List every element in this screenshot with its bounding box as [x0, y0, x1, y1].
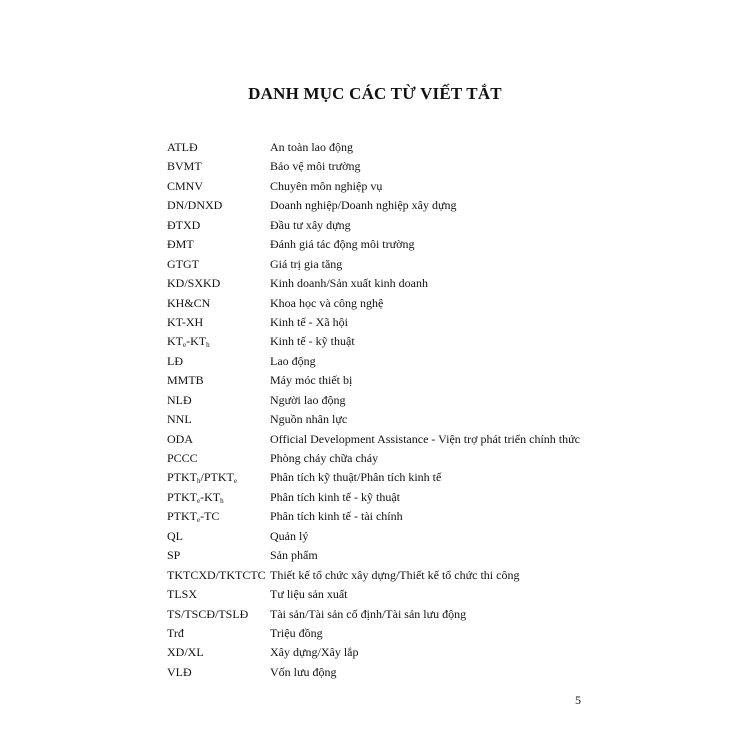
- abbreviation-term: [167, 488, 224, 507]
- abbreviation-term: Trđ: [167, 625, 184, 640]
- abbreviation-definition: Kinh tế - Xã hội: [270, 314, 348, 329]
- abbreviation-definition: Vốn lưu động: [270, 664, 337, 679]
- abbreviation-term: XD/XL: [167, 645, 204, 660]
- abbreviation-term: DN/DNXD: [167, 198, 223, 213]
- term-segment: KT: [167, 334, 183, 349]
- list-item: [167, 157, 627, 176]
- list-item: [167, 391, 627, 410]
- list-item: [167, 332, 627, 351]
- term-segment: PTKT: [167, 509, 197, 524]
- abbreviation-definition: Đánh giá tác động môi trường: [270, 237, 415, 252]
- abbreviation-term: KH&CN: [167, 295, 211, 310]
- abbreviation-definition: Chuyên môn nghiệp vụ: [270, 178, 383, 193]
- abbreviation-term: ĐTXD: [167, 217, 201, 232]
- list-item: [167, 352, 627, 371]
- abbreviation-term: TS/TSCĐ/TSLĐ: [167, 606, 249, 621]
- list-item: [167, 468, 627, 487]
- list-item: [167, 585, 627, 604]
- list-item: [167, 216, 627, 235]
- list-item: [167, 255, 627, 274]
- list-item: [167, 235, 627, 254]
- term-segment: /PTKT: [200, 470, 234, 485]
- abbreviation-definition: Xây dựng/Xây lắp: [270, 645, 359, 660]
- abbreviation-definition: Official Development Assistance - Viện trợ phát triển chính thức: [270, 431, 580, 446]
- abbreviation-term: NLĐ: [167, 392, 192, 407]
- list-item: [167, 196, 627, 215]
- abbreviation-definition: Quản lý: [270, 528, 309, 543]
- list-item: [167, 430, 627, 449]
- term-subscript: h: [220, 496, 224, 505]
- abbreviation-definition: Tài sản/Tài sản cố định/Tài sản lưu động: [270, 606, 467, 621]
- abbreviation-term: PCCC: [167, 451, 198, 465]
- abbreviation-definition: Kinh tế - kỹ thuật: [270, 334, 355, 349]
- list-item: [167, 527, 627, 546]
- list-item: [167, 177, 627, 196]
- list-item: [167, 410, 627, 429]
- abbreviation-definition: Khoa học và công nghệ: [270, 295, 384, 310]
- abbreviation-definition: Phân tích kỹ thuật/Phân tích kinh tế: [270, 470, 442, 485]
- page-title: DANH MỤC CÁC TỪ VIẾT TẮT: [248, 84, 502, 103]
- abbreviation-term: BVMT: [167, 159, 202, 174]
- term-segment: PTKT: [167, 470, 197, 485]
- list-item: [167, 449, 627, 468]
- abbreviation-definition: Phân tích kinh tế - tài chính: [270, 509, 403, 524]
- list-item: [167, 624, 627, 643]
- list-item: [167, 546, 627, 565]
- abbreviation-definition: Sản phẩm: [270, 548, 318, 563]
- term-subscript: e: [197, 496, 201, 505]
- term-segment: -KT: [186, 334, 207, 349]
- abbreviation-definition: Lao động: [270, 353, 316, 368]
- list-item: [167, 507, 627, 526]
- abbreviation-definition: Bảo vệ môi trường: [270, 159, 361, 174]
- abbreviation-term: GTGT: [167, 256, 199, 271]
- list-item: [167, 294, 627, 313]
- abbreviation-term: [167, 507, 219, 526]
- abbreviation-term: ATLĐ: [167, 140, 198, 154]
- abbreviation-term: ODA: [167, 431, 193, 446]
- term-subscript: h: [206, 341, 210, 350]
- abbreviation-term: KD/SXKD: [167, 276, 221, 291]
- abbreviation-term: TKTCXD/TKTCTC: [167, 567, 266, 582]
- abbreviation-term: MMTB: [167, 373, 204, 388]
- term-subscript: h: [197, 477, 201, 486]
- abbreviation-definition: Doanh nghiệp/Doanh nghiệp xây dựng: [270, 198, 457, 213]
- abbreviation-definition: An toàn lao động: [270, 140, 353, 154]
- abbreviation-definition: Phân tích kinh tế - kỹ thuật: [270, 489, 400, 504]
- abbreviation-term: QL: [167, 528, 183, 543]
- abbreviation-term: [167, 468, 237, 487]
- abbreviation-term: ĐMT: [167, 237, 194, 252]
- abbreviation-definition: Tư liệu sản xuất: [270, 587, 348, 602]
- abbreviation-term: CMNV: [167, 178, 204, 193]
- abbreviation-term: SP: [167, 548, 181, 563]
- list-item: [167, 488, 627, 507]
- list-item: [167, 605, 627, 624]
- abbreviation-definition: Người lao động: [270, 392, 346, 407]
- list-item: [167, 643, 627, 662]
- list-item: [167, 566, 627, 585]
- term-segment: -KT: [200, 489, 221, 504]
- list-item: [167, 138, 627, 157]
- term-subscript: e: [233, 477, 237, 486]
- abbreviation-definition: Phòng cháy chữa cháy: [270, 451, 379, 465]
- page-number: 5: [575, 693, 581, 707]
- abbreviation-term: NNL: [167, 412, 192, 427]
- abbreviation-definition: Đầu tư xây dựng: [270, 217, 351, 232]
- list-item: [167, 274, 627, 293]
- abbreviation-term: KT-XH: [167, 314, 204, 329]
- term-subscript: e: [183, 341, 187, 350]
- abbreviation-term: VLĐ: [167, 664, 192, 679]
- abbreviation-definition: Máy móc thiết bị: [270, 373, 353, 388]
- abbreviation-definition: Giá trị gia tăng: [270, 256, 343, 271]
- abbreviation-definition: Thiết kế tổ chức xây dựng/Thiết kế tổ chức thi công: [270, 567, 520, 582]
- abbreviation-term: LĐ: [167, 353, 183, 368]
- list-item: [167, 371, 627, 390]
- term-segment: -TC: [200, 509, 220, 524]
- term-segment: PTKT: [167, 489, 197, 504]
- abbreviation-definition: Nguồn nhân lực: [270, 412, 348, 427]
- term-subscript: e: [197, 516, 201, 525]
- list-item: [167, 313, 627, 332]
- abbreviation-definition: Triệu đồng: [270, 625, 323, 640]
- abbreviation-definition: Kinh doanh/Sản xuất kinh doanh: [270, 276, 428, 291]
- abbreviation-term: [167, 332, 210, 351]
- list-item: [167, 663, 627, 682]
- abbreviation-list: [167, 138, 627, 682]
- abbreviation-term: TLSX: [167, 587, 197, 602]
